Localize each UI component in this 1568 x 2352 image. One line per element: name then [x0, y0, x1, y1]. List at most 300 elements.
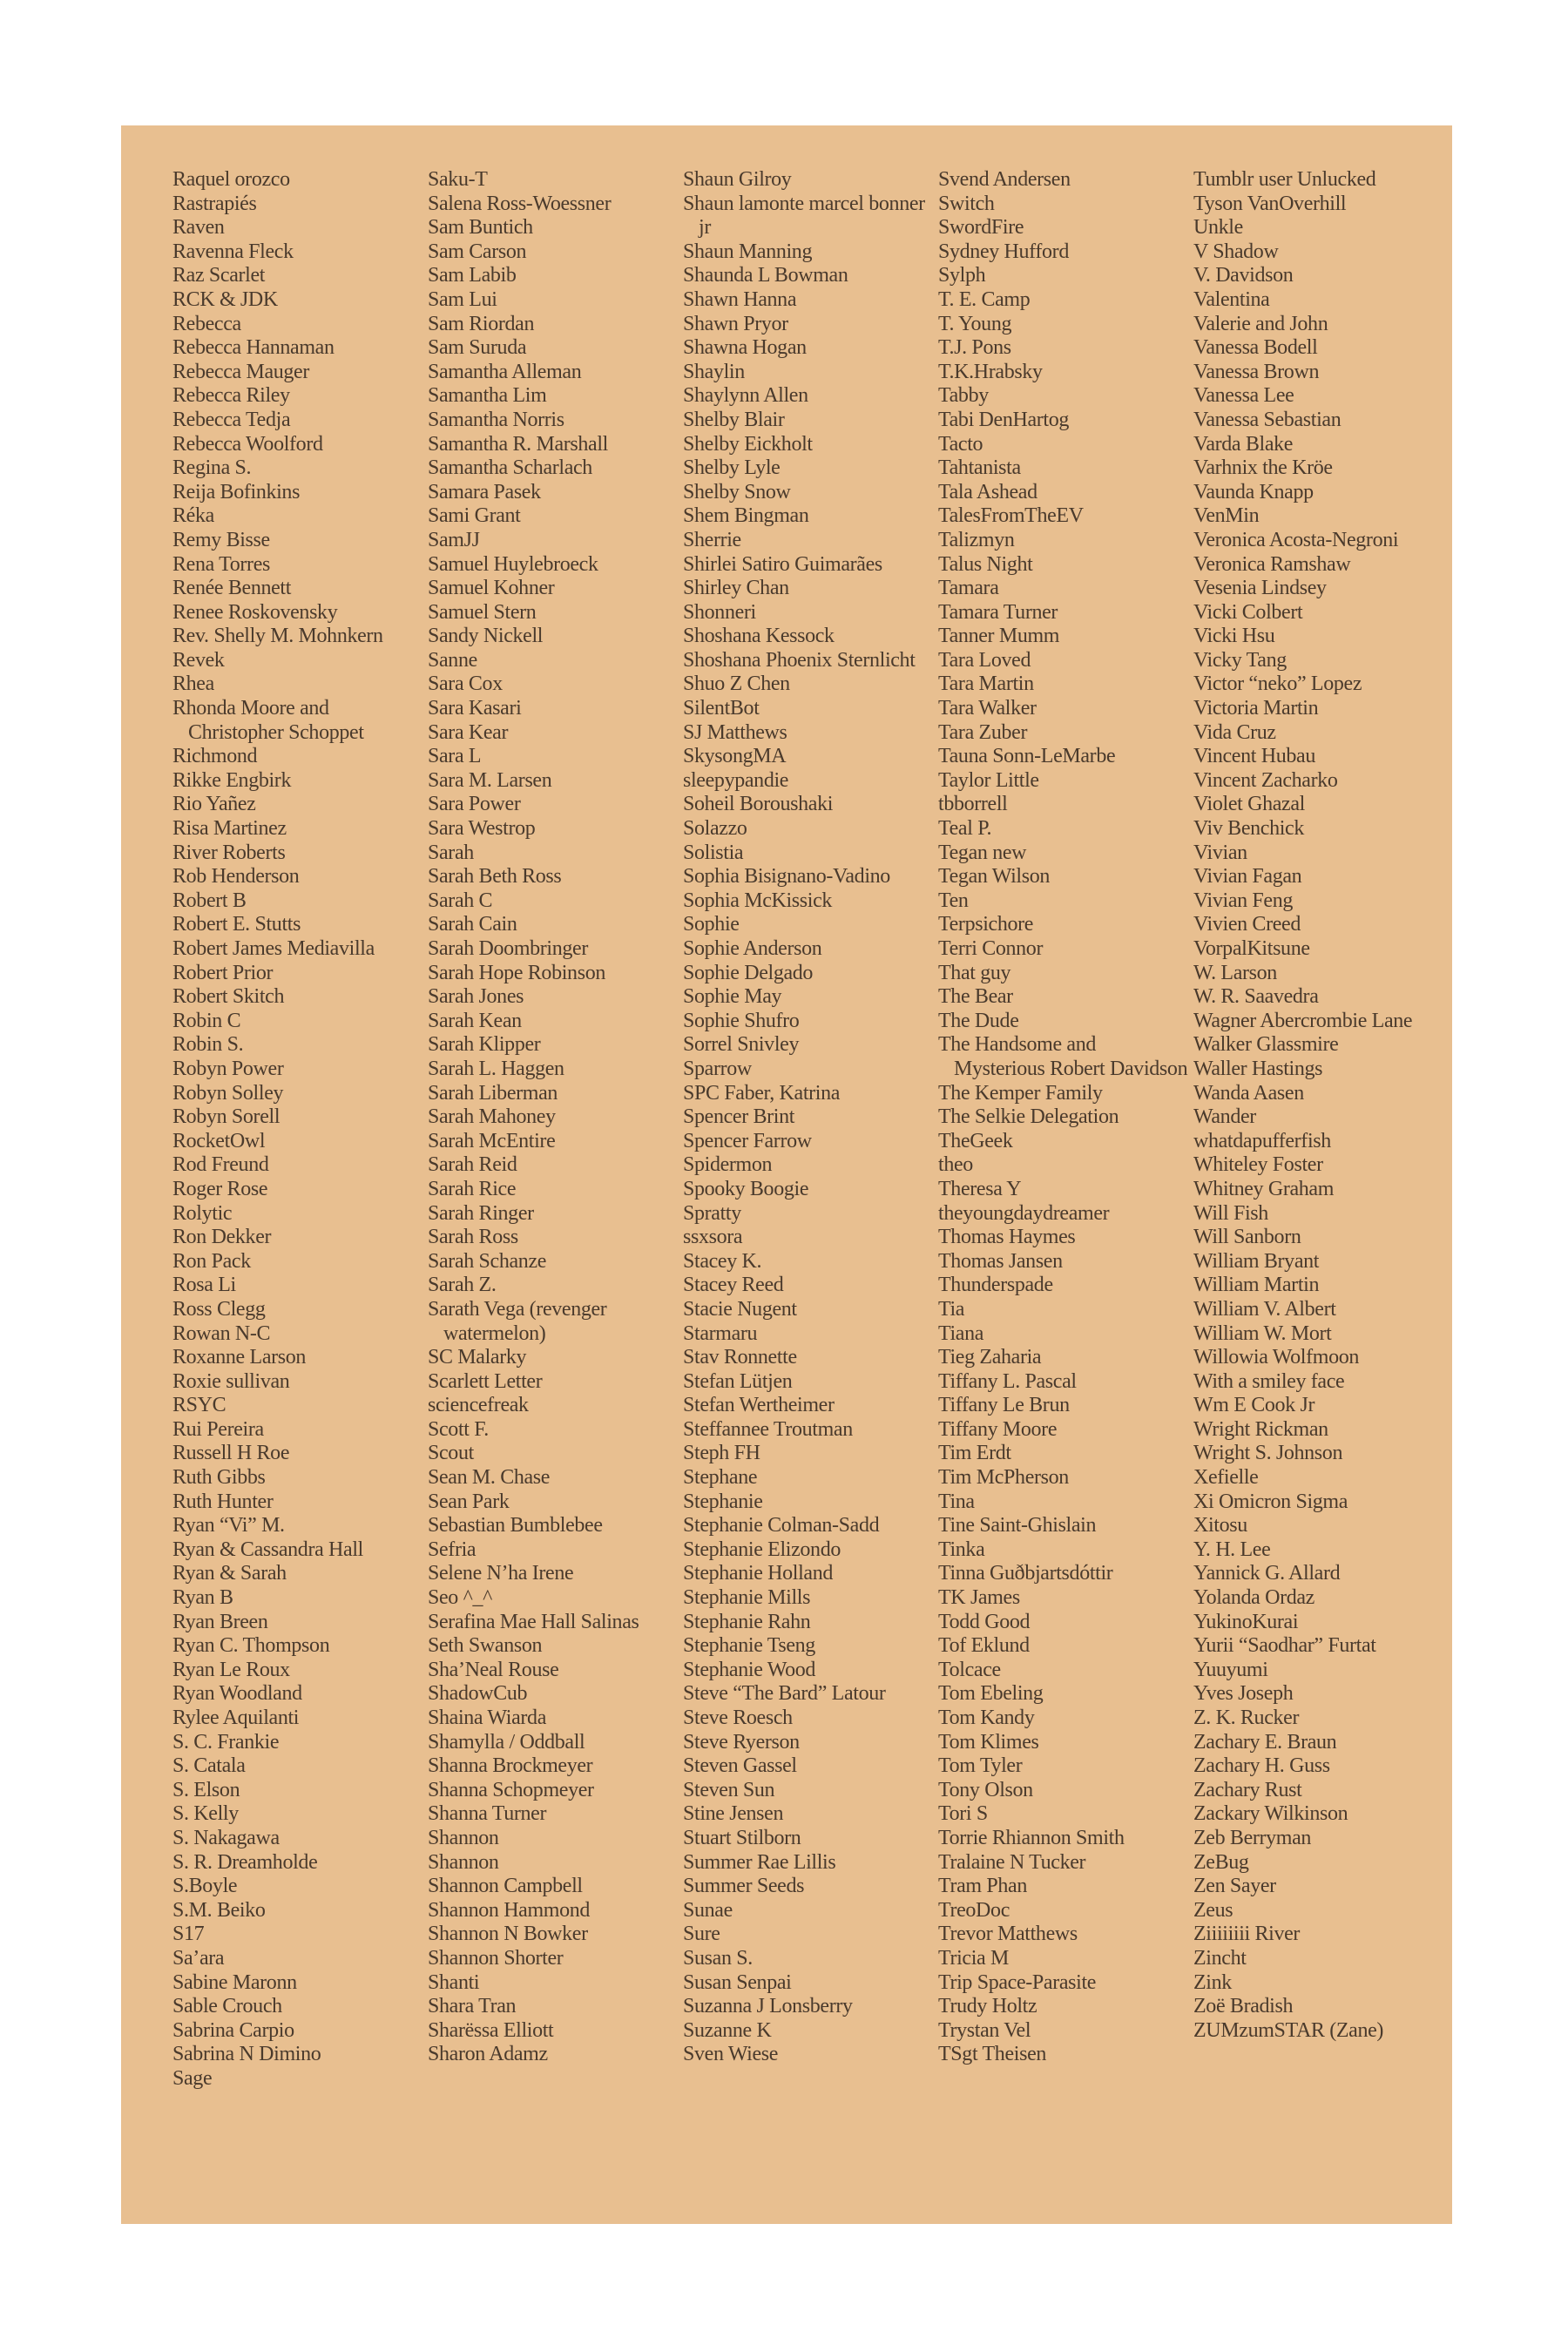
credit-name: Stacie Nugent: [683, 1297, 797, 1321]
credit-name: T.J. Pons: [938, 336, 1011, 360]
credit-name: Shawn Pryor: [683, 312, 788, 335]
credit-name: Talus Night: [938, 552, 1033, 576]
credit-name: Samantha R. Marshall: [428, 432, 608, 456]
credit-name: T. E. Camp: [938, 287, 1031, 311]
credit-name: S. Kelly: [172, 1802, 239, 1826]
credit-name: RocketOwl: [172, 1129, 266, 1152]
credit-name: Shara Tran: [428, 1995, 517, 2018]
credit-name: Rebecca Riley: [172, 384, 290, 408]
credit-name: Tim McPherson: [938, 1466, 1069, 1490]
credit-name: Waller Hastings: [1193, 1057, 1323, 1080]
credit-name: Shirley Chan: [683, 577, 789, 600]
credit-name: Rebecca Tedja: [172, 408, 291, 431]
credit-name: Veronica Acosta-Negroni: [1193, 528, 1399, 551]
credit-name: Steven Gassel: [683, 1754, 797, 1778]
credit-name: SC Malarky: [428, 1346, 527, 1369]
credit-name: Renée Bennett: [172, 577, 292, 600]
credit-name: Tony Olson: [938, 1778, 1033, 1801]
credit-name: Tamara: [938, 577, 999, 600]
credit-name: Tinna Guðbjartsdóttir: [938, 1562, 1113, 1585]
credit-name: Tiffany Le Brun: [938, 1394, 1070, 1417]
credit-name: Samantha Lim: [428, 384, 547, 408]
credit-name: Tamara Turner: [938, 600, 1058, 624]
credit-name: whatdapufferfish: [1193, 1129, 1331, 1152]
credit-name: Xi Omicron Sigma: [1193, 1490, 1348, 1513]
credit-name: Robyn Power: [172, 1057, 284, 1080]
credit-name: Samantha Norris: [428, 408, 564, 431]
credit-name: Steve Roesch: [683, 1707, 793, 1729]
credit-name: Roxanne Larson: [172, 1346, 307, 1369]
credit-name: Shannon Hammond: [428, 1898, 591, 1922]
credit-name: Tori S: [938, 1802, 988, 1826]
credit-name: Xefielle: [1193, 1466, 1259, 1490]
credit-name: Zachary Rust: [1193, 1778, 1302, 1801]
credit-name: Shanna Turner: [428, 1802, 547, 1826]
credit-name: Rowan N-C: [172, 1321, 271, 1345]
credit-name: Whiteley Foster: [1193, 1153, 1323, 1177]
credit-name: Trevor Matthews: [938, 1923, 1078, 1946]
credit-name: Shelby Eickholt: [683, 432, 813, 456]
credit-name: Solazzo: [683, 817, 747, 841]
credit-name: Sorrel Snivley: [683, 1033, 800, 1057]
credit-name: Susan Senpai: [683, 1970, 792, 1994]
credit-name: Tolcace: [938, 1658, 1001, 1681]
credit-name: ShadowCub: [428, 1682, 528, 1706]
credit-name: William W. Mort: [1193, 1321, 1332, 1345]
credit-name: Varhnix the Kröe: [1193, 456, 1333, 480]
credit-name: Sarah Klipper: [428, 1033, 541, 1057]
credit-name: Sophie May: [683, 985, 782, 1009]
credit-name: River Roberts: [172, 841, 286, 864]
credits-column-2: [428, 168, 680, 2067]
credit-name: Tegan new: [938, 841, 1027, 864]
credit-name: SwordFire: [938, 216, 1024, 240]
credit-name: Terri Connor: [938, 937, 1044, 960]
credit-name: Rylee Aquilanti: [172, 1707, 300, 1729]
credit-name: S17: [172, 1923, 205, 1946]
credit-name: Trudy Holtz: [938, 1995, 1037, 2018]
credit-name: TreoDoc: [938, 1898, 1010, 1922]
credit-name: Roxie sullivan: [172, 1369, 290, 1393]
credit-name: Rastrapiés: [172, 192, 257, 215]
credit-name: Sophie: [683, 913, 740, 936]
credit-name: Sabine Maronn: [172, 1970, 297, 1994]
credit-name: Starmaru: [683, 1321, 758, 1345]
credit-name: Thomas Jansen: [938, 1249, 1063, 1273]
credit-name: Sarah: [428, 841, 474, 864]
credit-name: Vivian: [1193, 841, 1247, 864]
credit-name: Rob Henderson: [172, 865, 300, 889]
credit-name: Spencer Farrow: [683, 1129, 812, 1152]
credit-name: Saku-T: [428, 168, 488, 191]
credit-name: Sandy Nickell: [428, 625, 544, 648]
credit-name: Tom Tyler: [938, 1754, 1023, 1778]
credit-name: Sean Park: [428, 1490, 510, 1513]
credit-name: Sean M. Chase: [428, 1466, 551, 1490]
credit-name: Shannon Campbell: [428, 1875, 583, 1898]
credit-name: Sanne: [428, 648, 477, 672]
credit-name: Torrie Rhiannon Smith: [938, 1826, 1125, 1849]
credit-name: Tina: [938, 1490, 975, 1513]
credit-name: Soheil Boroushaki: [683, 793, 834, 816]
credit-name: Shoshana Phoenix Sternlicht: [683, 648, 916, 672]
credit-name: Valentina: [1193, 287, 1270, 311]
credit-name: Sylph: [938, 264, 986, 287]
credit-name: RSYC: [172, 1394, 226, 1417]
credit-name: Tinka: [938, 1538, 985, 1561]
credit-name: Sam Carson: [428, 240, 527, 263]
credit-name: Teal P.: [938, 817, 992, 841]
credit-name: The Selkie Delegation: [938, 1105, 1119, 1129]
credit-name: Sarah Ringer: [428, 1201, 534, 1225]
credit-name: Shaun lamonte marcel bonner jr: [683, 192, 925, 240]
credit-name: Rebecca: [172, 312, 241, 335]
credit-name: Stephanie Mills: [683, 1586, 811, 1610]
credit-name: Tof Eklund: [938, 1634, 1030, 1658]
credit-name: Zeb Berryman: [1193, 1826, 1312, 1849]
credit-name: Yurii “Saodhar” Furtat: [1193, 1634, 1376, 1658]
credit-name: Stephanie Tseng: [683, 1634, 815, 1658]
credit-name: Ryan Breen: [172, 1610, 268, 1633]
credit-name: Robert Prior: [172, 961, 274, 984]
credit-name: Rebecca Hannaman: [172, 336, 335, 360]
credit-name: Vanessa Bodell: [1193, 336, 1318, 360]
credit-name: Tara Zuber: [938, 720, 1028, 744]
credit-name: Ziiiiiiii River: [1193, 1923, 1301, 1946]
credit-name: Zink: [1193, 1970, 1232, 1994]
credit-name: Stephanie Holland: [683, 1562, 834, 1585]
credit-name: Sara Westrop: [428, 817, 536, 841]
credit-name: Sharon Adamz: [428, 2043, 548, 2066]
credit-name: Tiffany L. Pascal: [938, 1369, 1077, 1393]
credit-name: Shem Bingman: [683, 504, 809, 528]
credit-name: VenMin: [1193, 504, 1260, 528]
credit-name: Rena Torres: [172, 552, 270, 576]
credit-name: Vivian Fagan: [1193, 865, 1302, 889]
credit-name: Steffannee Troutman: [683, 1417, 853, 1441]
credit-name: Sarah Reid: [428, 1153, 517, 1177]
credit-name: Vanessa Brown: [1193, 360, 1320, 383]
credit-name: Stacey K.: [683, 1249, 762, 1273]
credit-name: Victor “neko” Lopez: [1193, 672, 1362, 696]
credit-name: Shaun Gilroy: [683, 168, 792, 191]
credit-name: Sven Wiese: [683, 2043, 779, 2066]
credit-name: Wm E Cook Jr: [1193, 1394, 1315, 1417]
credit-name: Réka: [172, 504, 214, 528]
credit-name: Ryan B: [172, 1586, 233, 1610]
credit-name: Sara Kear: [428, 720, 509, 744]
credits-column-4: [938, 168, 1191, 2067]
credit-name: S. Catala: [172, 1754, 246, 1778]
credit-name: Tricia M: [938, 1946, 1009, 1970]
credit-name: Whitney Graham: [1193, 1177, 1335, 1200]
credit-name: Violet Ghazal: [1193, 793, 1305, 816]
credit-name: Valerie and John: [1193, 312, 1328, 335]
credits-column-3: [683, 168, 936, 2067]
credit-name: Samuel Stern: [428, 600, 537, 624]
credit-name: Tara Walker: [938, 697, 1037, 720]
credit-name: Sarah L. Haggen: [428, 1057, 564, 1080]
credit-name: Switch: [938, 192, 995, 215]
credit-name: Samuel Huylebroeck: [428, 552, 598, 576]
credit-name: Todd Good: [938, 1610, 1031, 1633]
credit-name: SPC Faber, Katrina: [683, 1081, 841, 1105]
credit-name: Shannon Shorter: [428, 1946, 564, 1970]
credit-name: Ruth Gibbs: [172, 1466, 266, 1490]
credit-name: Stephanie Rahn: [683, 1610, 811, 1633]
credit-name: The Bear: [938, 985, 1013, 1009]
credit-name: Sarah Hope Robinson: [428, 961, 605, 984]
credit-name: Rebecca Woolford: [172, 432, 323, 456]
credit-name: Tegan Wilson: [938, 865, 1051, 889]
credit-name: Stephanie Elizondo: [683, 1538, 841, 1561]
credit-name: Rebecca Mauger: [172, 360, 310, 383]
credit-name: Russell H Roe: [172, 1442, 290, 1465]
credits-column-1: [172, 168, 425, 2092]
credit-name: Z. K. Rucker: [1193, 1707, 1300, 1729]
credit-name: S. Elson: [172, 1778, 240, 1801]
credit-name: Robin S.: [172, 1033, 244, 1057]
credit-name: SJ Matthews: [683, 720, 787, 744]
credit-name: Vincent Zacharko: [1193, 768, 1338, 792]
credit-name: Ryan C. Thompson: [172, 1634, 330, 1658]
credit-name: Robin C: [172, 1009, 241, 1032]
credit-name: Sara L: [428, 745, 482, 768]
credit-name: ssxsora: [683, 1226, 743, 1249]
credit-name: The Handsome and Mysterious Robert Davidson: [938, 1033, 1188, 1080]
credit-name: Tabi DenHartog: [938, 408, 1070, 431]
credit-name: V Shadow: [1193, 240, 1279, 263]
credit-name: Thunderspade: [938, 1274, 1053, 1297]
credit-name: Stefan Wertheimer: [683, 1394, 835, 1417]
credit-name: Tabby: [938, 384, 989, 408]
credit-name: Sa’ara: [172, 1946, 225, 1970]
credit-name: Sunae: [683, 1898, 733, 1922]
credit-name: Stacey Reed: [683, 1274, 784, 1297]
credit-name: Tara Loved: [938, 648, 1031, 672]
credit-name: Varda Blake: [1193, 432, 1294, 456]
credit-name: Rev. Shelly M. Mohnkern: [172, 625, 383, 648]
credit-name: Sydney Hufford: [938, 240, 1069, 263]
credit-name: William V. Albert: [1193, 1297, 1336, 1321]
credit-name: Renee Roskovensky: [172, 600, 338, 624]
credit-name: Sarah Mahoney: [428, 1105, 556, 1129]
credit-name: Zen Sayer: [1193, 1875, 1276, 1898]
credit-name: Suzanne K: [683, 2018, 772, 2042]
credit-name: Roger Rose: [172, 1177, 268, 1200]
credit-name: Stuart Stilborn: [683, 1826, 801, 1849]
credit-name: Tiana: [938, 1321, 984, 1345]
credit-name: Shanna Brockmeyer: [428, 1754, 593, 1778]
credit-name: Sam Labib: [428, 264, 517, 287]
credits-panel: [121, 125, 1452, 2224]
credit-name: Vicky Tang: [1193, 648, 1287, 672]
credit-name: Robert B: [172, 889, 247, 912]
credit-name: Xitosu: [1193, 1514, 1247, 1538]
credit-name: Shaylynn Allen: [683, 384, 808, 408]
credit-name: sciencefreak: [428, 1394, 529, 1417]
credit-name: W. R. Saavedra: [1193, 985, 1319, 1009]
credit-name: Sarah Schanze: [428, 1249, 547, 1273]
credit-name: Tralaine N Tucker: [938, 1850, 1086, 1874]
credit-name: Zachary H. Guss: [1193, 1754, 1330, 1778]
credit-name: Vivian Feng: [1193, 889, 1294, 912]
credit-name: SilentBot: [683, 697, 760, 720]
credit-name: Stine Jensen: [683, 1802, 784, 1826]
credit-name: Richmond: [172, 745, 258, 768]
credit-name: Robert James Mediavilla: [172, 937, 375, 960]
credit-name: Salena Ross-Woessner: [428, 192, 612, 215]
credit-name: The Dude: [938, 1009, 1019, 1032]
credit-name: Sherrie: [683, 528, 741, 551]
credit-name: Tram Phan: [938, 1875, 1027, 1898]
credit-name: Shonneri: [683, 600, 756, 624]
credit-name: Wagner Abercrombie Lane: [1193, 1009, 1413, 1032]
credit-name: Stav Ronnette: [683, 1346, 797, 1369]
credit-name: Sophie Anderson: [683, 937, 822, 960]
credit-name: Tumblr user Unlucked: [1193, 168, 1376, 191]
credit-name: Shelby Snow: [683, 480, 791, 504]
credit-name: Spidermon: [683, 1153, 773, 1177]
credit-name: Summer Rae Lillis: [683, 1850, 836, 1874]
credit-name: Seth Swanson: [428, 1634, 543, 1658]
credit-name: Spratty: [683, 1201, 741, 1225]
credit-name: Sharëssa Elliott: [428, 2018, 554, 2042]
credit-name: TK James: [938, 1586, 1020, 1610]
credit-name: Shaina Wiarda: [428, 1707, 546, 1729]
credit-name: Sam Lui: [428, 287, 497, 311]
credit-name: S. R. Dreamholde: [172, 1850, 318, 1874]
credit-name: Ryan & Sarah: [172, 1562, 287, 1585]
credit-name: Shuo Z Chen: [683, 672, 790, 696]
credit-name: Rosa Li: [172, 1274, 236, 1297]
credit-name: Talizmyn: [938, 528, 1015, 551]
credit-name: Steph FH: [683, 1442, 760, 1465]
credit-name: Shelby Lyle: [683, 456, 781, 480]
credit-name: ZeBug: [1193, 1850, 1249, 1874]
credit-name: Theresa Y: [938, 1177, 1022, 1200]
credit-name: Shaylin: [683, 360, 745, 383]
credit-name: Shawn Hanna: [683, 287, 797, 311]
credit-name: SkysongMA: [683, 745, 787, 768]
credit-name: Steve Ryerson: [683, 1730, 800, 1754]
credit-name: Sha’Neal Rouse: [428, 1658, 559, 1681]
credit-name: Rhonda Moore and Christopher Schoppet: [172, 697, 364, 744]
credit-name: Samuel Kohner: [428, 577, 555, 600]
credit-name: Steven Sun: [683, 1778, 775, 1801]
credit-name: Tieg Zaharia: [938, 1346, 1042, 1369]
credit-name: Willowia Wolfmoon: [1193, 1346, 1360, 1369]
credit-name: Zincht: [1193, 1946, 1247, 1970]
credit-name: William Martin: [1193, 1274, 1320, 1297]
credit-name: Vida Cruz: [1193, 720, 1276, 744]
credit-name: Sarah Z.: [428, 1274, 497, 1297]
credits-columns: [121, 125, 1452, 2224]
credit-name: Ryan Woodland: [172, 1682, 302, 1706]
credit-name: VorpalKitsune: [1193, 937, 1310, 960]
credit-name: Tom Kandy: [938, 1707, 1035, 1729]
credit-name: Sparrow: [683, 1057, 752, 1080]
credit-name: Stephanie Colman-Sadd: [683, 1514, 880, 1538]
credit-name: Tine Saint-Ghislain: [938, 1514, 1097, 1538]
credit-name: Shamylla / Oddball: [428, 1730, 585, 1754]
credit-name: Stefan Lütjen: [683, 1369, 793, 1393]
credit-name: Raquel orozco: [172, 168, 290, 191]
credit-name: Zeus: [1193, 1898, 1233, 1922]
credit-name: Spooky Boogie: [683, 1177, 809, 1200]
credit-name: Shanti: [428, 1970, 480, 1994]
credit-name: With a smiley face: [1193, 1369, 1345, 1393]
credit-name: That guy: [938, 961, 1011, 984]
credit-name: Scout: [428, 1442, 474, 1465]
credit-name: Stephanie Wood: [683, 1658, 816, 1681]
credit-name: Sara Kasari: [428, 697, 522, 720]
credit-name: Steve “The Bard” Latour: [683, 1682, 886, 1706]
credit-name: Ron Pack: [172, 1249, 251, 1273]
credit-name: Shannon: [428, 1826, 499, 1849]
credit-name: Robyn Solley: [172, 1081, 284, 1105]
credit-name: TalesFromTheEV: [938, 504, 1084, 528]
credit-name: Wander: [1193, 1105, 1256, 1129]
credit-name: Shaunda L Bowman: [683, 264, 848, 287]
credit-name: Scarlett Letter: [428, 1369, 543, 1393]
credit-name: Sophia McKissick: [683, 889, 833, 912]
credit-name: The Kemper Family: [938, 1081, 1103, 1105]
credit-name: Robert E. Stutts: [172, 913, 301, 936]
credit-name: Yuuyumi: [1193, 1658, 1268, 1681]
credit-name: Svend Andersen: [938, 168, 1071, 191]
credit-name: YukinoKurai: [1193, 1610, 1299, 1633]
credit-name: Sophia Bisignano-Vadino: [683, 865, 890, 889]
credit-name: Sarah Beth Ross: [428, 865, 562, 889]
credit-name: Tia: [938, 1297, 965, 1321]
credit-name: Seo ^_^: [428, 1586, 493, 1610]
credit-name: Will Fish: [1193, 1201, 1268, 1225]
credit-name: Sable Crouch: [172, 1995, 282, 2018]
credit-name: Sarath Vega (revenger watermelon): [428, 1297, 607, 1345]
credit-name: Stephanie: [683, 1490, 763, 1513]
credit-name: Vesenia Lindsey: [1193, 577, 1327, 600]
credit-name: Sarah Jones: [428, 985, 524, 1009]
credit-name: Samara Pasek: [428, 480, 541, 504]
credit-name: Vivien Creed: [1193, 913, 1301, 936]
credit-name: Wright S. Johnson: [1193, 1442, 1343, 1465]
credit-name: Sami Grant: [428, 504, 521, 528]
credit-name: Terpsichore: [938, 913, 1034, 936]
credit-name: S. C. Frankie: [172, 1730, 280, 1754]
credit-name: Vicki Colbert: [1193, 600, 1303, 624]
credit-name: Trystan Vel: [938, 2018, 1031, 2042]
credit-name: Tanner Mumm: [938, 625, 1060, 648]
credit-name: tbborrell: [938, 793, 1008, 816]
credit-name: Raven: [172, 216, 225, 240]
credit-name: Ruth Hunter: [172, 1490, 274, 1513]
credit-name: Raz Scarlet: [172, 264, 266, 287]
credit-name: Sure: [683, 1923, 720, 1946]
credit-name: RCK & JDK: [172, 287, 278, 311]
credit-name: Sara M. Larsen: [428, 768, 552, 792]
credit-name: Ross Clegg: [172, 1297, 266, 1321]
credit-name: sleepypandie: [683, 768, 789, 792]
credit-name: Shawna Hogan: [683, 336, 807, 360]
credit-name: S.M. Beiko: [172, 1898, 266, 1922]
credit-name: Susan S.: [683, 1946, 753, 1970]
credit-name: Shanna Schopmeyer: [428, 1778, 594, 1801]
credit-name: Yolanda Ordaz: [1193, 1586, 1315, 1610]
credit-name: Trip Space-Parasite: [938, 1970, 1097, 1994]
credit-name: Veronica Ramshaw: [1193, 552, 1351, 576]
credit-name: Rod Freund: [172, 1153, 269, 1177]
